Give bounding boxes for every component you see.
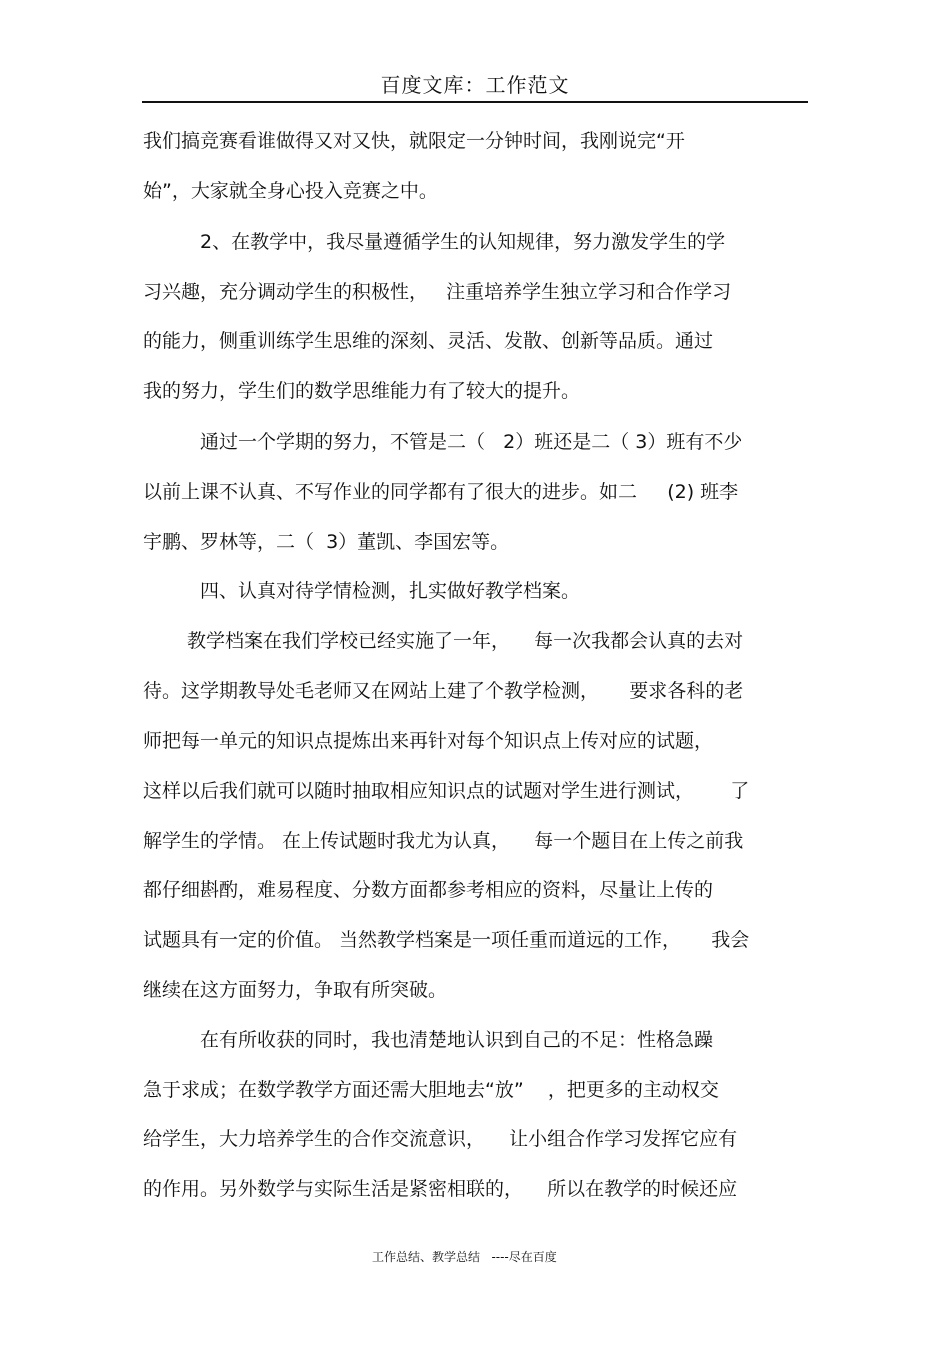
text-line: 给学生，大力培养学生的合作交流意识， 让小组合作学习发挥它应有: [143, 1128, 738, 1150]
text-line: 都仔细斟酌，难易程度、分数方面都参考相应的资料，尽量让上传的: [143, 879, 714, 901]
text-line: 教学档案在我们学校已经实施了一年， 每一次我都会认真的去对: [187, 630, 744, 652]
page-footer: 工作总结、教学总结 ----尽在百度: [372, 1250, 557, 1264]
section-heading: 四、认真对待学情检测，扎实做好教学档案。: [200, 580, 581, 602]
text-line: 通过一个学期的努力，不管是二（ 2）班还是二（ 3）班有不少: [200, 431, 743, 453]
text-line: 习兴趣，充分调动学生的积极性， 注重培养学生独立学习和合作学习: [143, 281, 732, 303]
text-line: 这样以后我们就可以随时抽取相应知识点的试题对学生进行测试， 了: [143, 780, 750, 802]
text-line: 以前上课不认真、不写作业的同学都有了很大的进步。如二 (2) 班李: [143, 481, 739, 503]
text-line: 2、在教学中，我尽量遵循学生的认知规律，努力激发学生的学: [200, 231, 726, 253]
text-line: 急于求成；在数学教学方面还需大胆地去“放” ，把更多的主动权交: [143, 1079, 719, 1101]
text-line: 师把每一单元的知识点提炼出来再针对每个知识点上传对应的试题，: [143, 730, 714, 752]
text-line: 解学生的学情。 在上传试题时我尤为认真， 每一个题目在上传之前我: [143, 830, 744, 852]
text-line: 我们搞竞赛看谁做得又对又快，就限定一分钟时间，我刚说完“开: [143, 130, 685, 152]
page-header: 百度文库：工作范文: [380, 73, 570, 97]
text-line: 试题具有一定的价值。 当然教学档案是一项任重而道远的工作， 我会: [143, 929, 750, 951]
text-line: 宇鹏、罗林等，二（ 3）董凯、李国宏等。: [143, 531, 510, 553]
text-line: 待。这学期教导处毛老师又在网站上建了个教学检测， 要求各科的老: [143, 680, 744, 702]
text-line: 我的努力，学生们的数学思维能力有了较大的提升。: [143, 380, 581, 402]
header-rule: [142, 101, 808, 103]
text-line: 始”，大家就全身心投入竞赛之中。: [143, 180, 438, 202]
text-line: 的作用。另外数学与实际生活是紧密相联的， 所以在教学的时候还应: [143, 1178, 738, 1200]
text-line: 继续在这方面努力，争取有所突破。: [143, 979, 448, 1001]
text-line: 的能力，侧重训练学生思维的深刻、灵活、发散、创新等品质。通过: [143, 330, 714, 352]
text-line: 在有所收获的同时，我也清楚地认识到自己的不足：性格急躁: [200, 1029, 714, 1051]
